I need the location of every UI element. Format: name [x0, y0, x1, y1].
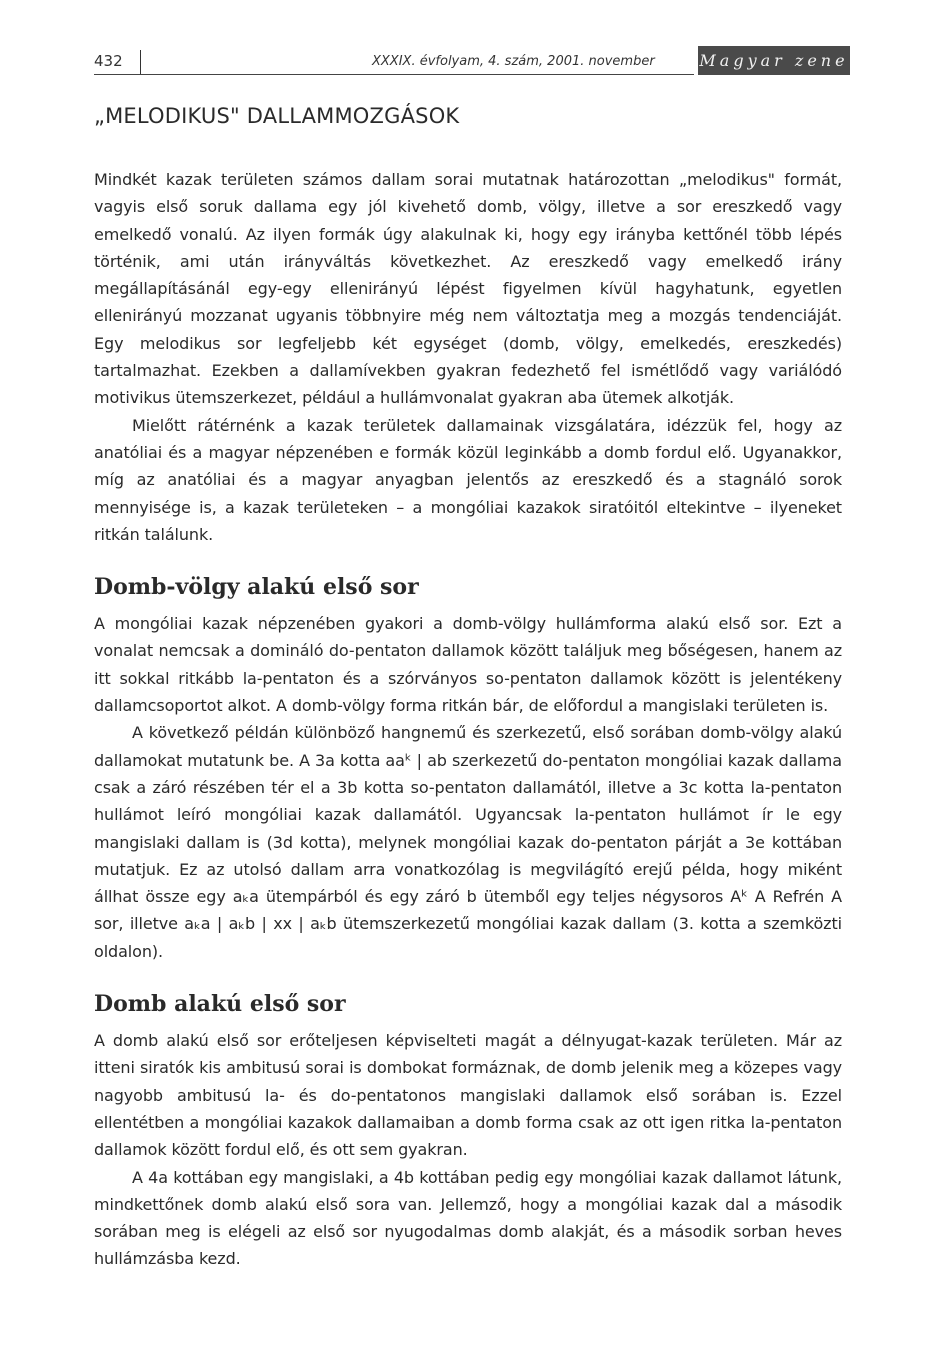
- header-rule: [94, 74, 694, 75]
- article-title: „MELODIKUS" DALLAMMOZGÁSOK: [94, 104, 460, 128]
- intro-paragraph-1: Mindkét kazak területen számos dallam sorai mutatnak határozottan „melodikus" formát, vagyis első soruk dallama egy jól kivehető domb, völgy, illetve a sor ereszkedő vagy emelkedő vonalú. Az ilyen formák úgy alakulnak ki, hogy egy irányba kettőnél több lépés történik, ami után irányváltás következhet. Az ereszkedő vagy emelkedő irány megállapításánál egy-egy ellenirányú lépést figyelmen kívül hagyhatunk, egyetlen ellenirányú mozzanat ugyanis többnyire még nem változtatja meg a mozgás tendenciáját. Egy melodikus sor legfeljebb két egységet (domb, völgy, emelkedés, ereszkedés) tartalmazhat. Ezekben a dallamívekben gyakran fedezhető fel ismétlődő vagy variálódó motivikus ütemszerkezet, például a hullámvonalat gyakran aba ütemek alkotják.: [94, 170, 842, 408]
- intro-paragraph-2: Mielőtt rátérnénk a kazak területek dallamainak vizsgálatára, idézzük fel, hogy az anatóliai és a magyar népzenében e formák közül leginkább a domb fordul elő. Ugyanakkor, míg az anatóliai és a magyar anyagban jelentős az ereszkedő és a stagnáló sorok mennyisége is, a kazak területeken – a mongóliai kazakok siratóitól eltekintve – ilyeneket ritkán találunk.: [94, 415, 842, 544]
- page-number-divider: [140, 50, 141, 74]
- article-body: [94, 100, 842, 1273]
- issue-info: XXXIX. évfolyam, 4. szám, 2001. november: [372, 54, 655, 69]
- section-1-paragraph-1: A mongóliai kazak népzenében gyakori a domb-völgy hullámforma alakú első sor. Ezt a vonalat nemcsak a domináló do-pentaton dallamok között találjuk meg bőségesen, hanem az itt sokkal ritkább la-pentaton és a szórványos so-pentaton dallamok között is jelentékeny dallamcsoportot alkot. A domb-völgy forma ritkán bár, de előfordul a mangislaki területen is.: [94, 614, 842, 716]
- section-badge: Magyar zene: [698, 46, 850, 75]
- page-header: [94, 46, 850, 76]
- page-number: 432: [94, 52, 123, 70]
- section-2-paragraph-1: A domb alakú első sor erőteljesen képviselteti magát a délnyugat-kazak területen. Már az itteni siratók kis ambitusú sorai is dombokat formáznak, de domb jelenik meg a közepes vagy nagyobb ambitusú la- és do-pentatonos mangislaki dallamok első sorában is. Ezzel ellentétben a mongóliai kazakok dallamaiban a domb forma csak az ott igen ritka la-pentaton dallamok között fordul elő, és ott sem gyakran.: [94, 1031, 842, 1160]
- section-heading-domb: Domb alakú első sor: [94, 991, 346, 1018]
- section-heading-domb-volgy: Domb-völgy alakú első sor: [94, 574, 419, 601]
- section-1-paragraph-2: A következő példán különböző hangnemű és szerkezetű, első sorában domb-völgy alakú dallamokat mutatunk be. A 3a kotta aaᵏ | ab szerkezetű do-pentaton mongóliai kazak dallama csak a záró részében tér el a 3b kotta so-pentaton dallamától, illetve a 3c kotta la-pentaton hullámot leíró mongóliai kazak dallamától. Ugyancsak la-pentaton hullámot ír le egy mangislaki dallam is (3d kotta), melynek mongóliai kazak do-pentaton párját a 3e kottában mutatjuk. Ez az utolsó dallam arra vonatkozólag is megvilágító erejű példa, hogy miként állhat össze egy aₖa ütempárból és egy záró b ütemből egy teljes négysoros Aᵏ A Refrén A sor, illetve aₖa | aₖb | xx | aₖb ütemszerkezetű mongóliai kazak dallam (3. kotta a szemközti oldalon).: [94, 723, 842, 961]
- section-2-paragraph-2: A 4a kottában egy mangislaki, a 4b kottában pedig egy mongóliai kazak dallamot látunk, mindkettőnek domb alakú első sora van. Jellemző, hogy a mongóliai kazak dal a második sorában meg is elégeli az első sor nyugodalmas domb alakját, és a második sorban heves hullámzásba kezd.: [94, 1167, 842, 1269]
